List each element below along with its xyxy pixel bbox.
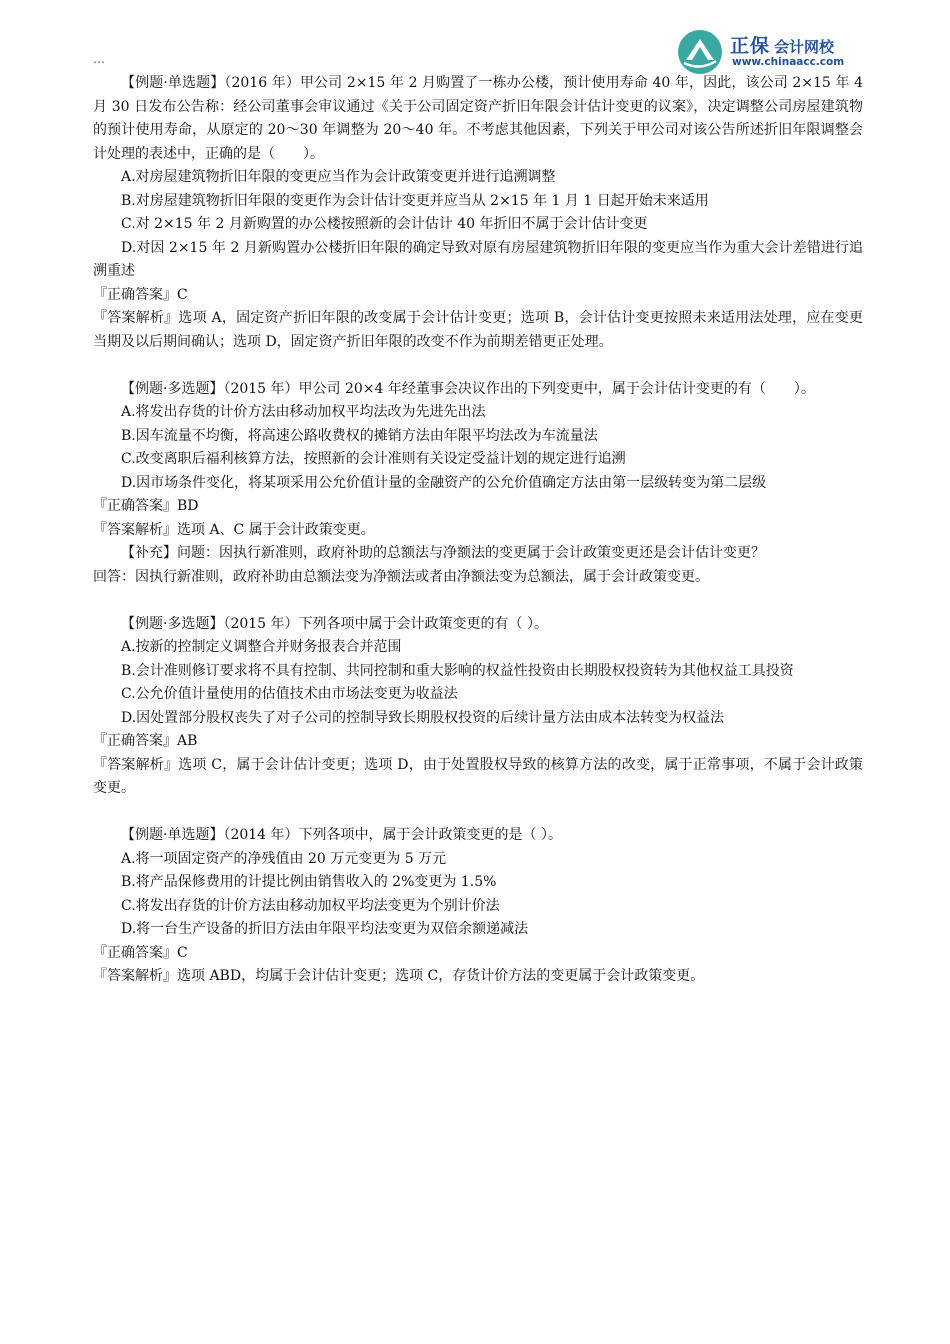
question-4 — [93, 824, 863, 989]
correct-answer: 『正确答案』C — [93, 944, 188, 961]
option-b: B.对房屋建筑物折旧年限的变更作为会计估计变更并应当从 2×15 年 1 月 1 日起开始未来适用 — [121, 192, 709, 209]
option-c: C.对 2×15 年 2 月新购置的办公楼按照新的会计估计 40 年折旧不属于会计估计变更 — [121, 216, 648, 232]
brand-logo — [676, 27, 876, 77]
option-d: D.对因 2×15 年 2 月新购置办公楼折旧年限的确定导致对原有房屋建筑物折旧年限的变更应当作为重大会计差错进行追溯重述 — [93, 239, 863, 279]
option-d: D.因市场条件变化，将某项采用公允价值计量的金融资产的公允价值确定方法由第一层级转变为第二层级 — [121, 474, 767, 491]
question-stem: 【例题·单选题】（2016 年）甲公司 2×15 年 2 月购置了一栋办公楼，预计使用寿命 40 年，因此，该公司 2×15 年 4 月 30 日发布公告称：经公司董事会审议通过《关于公司固定资产折旧年限会计估计变更的议案》，决定调整公司房屋建筑物的预计使用寿命，从原定的 20～30 年调整为 20～40 年。不考虑其他因素，下列关于甲公司对该公告所述折旧年限调整会计处理的表述中，正确的是（ ）。 — [93, 75, 863, 162]
option-c: C.将发出存货的计价方法由移动加权平均法变更为个别计价法 — [121, 897, 500, 914]
question-stem: 【例题·多选题】（2015 年）下列各项中属于会计政策变更的有（ ）。 — [121, 615, 548, 632]
option-c: C.公允价值计量使用的估值技术由市场法变更为收益法 — [121, 686, 458, 702]
question-stem: 【例题·多选题】（2015 年）甲公司 20×4 年经董事会决议作出的下列变更中，属于会计估计变更的有（ ）。 — [121, 380, 815, 397]
option-c: C.改变离职后福利核算方法，按照新的会计准则有关设定受益计划的规定进行追溯 — [121, 451, 626, 467]
top-fragment: … — [93, 52, 105, 66]
supplement-question: 【补充】问题：因执行新准则，政府补助的总额法与净额法的变更属于会计政策变更还是会计估计变更？ — [121, 545, 765, 561]
supplement-reply: 回答：因执行新准则，政府补助由总额法变为净额法或者由净额法变为总额法，属于会计政策变更。 — [93, 568, 709, 585]
option-a: A.将一项固定资产的净残值由 20 万元变更为 5 万元 — [121, 850, 447, 867]
brand-url: www.chinaacc.com — [732, 56, 845, 68]
question-2 — [93, 378, 863, 590]
option-b: B.将产品保修费用的计提比例由销售收入的 2%变更为 1.5% — [121, 874, 497, 890]
logo-icon — [676, 27, 726, 77]
correct-answer: 『正确答案』AB — [93, 733, 198, 749]
option-b: B.因车流量不均衡，将高速公路收费权的摊销方法由年限平均法改为车流量法 — [121, 427, 598, 444]
answer-analysis: 『答案解析』选项 A，固定资产折旧年限的改变属于会计估计变更；选项 B，会计估计变更按照未来适用法处理，应在变更当期及以后期间确认；选项 D，固定资产折旧年限的改变不作为前期差错更正处理。 — [93, 310, 863, 350]
option-b: B.会计准则修订要求将不具有控制、共同控制和重大影响的权益性投资由长期股权投资转为其他权益工具投资 — [121, 662, 794, 679]
question-1 — [93, 72, 863, 354]
option-d: D.因处置部分股权丧失了对子公司的控制导致长期股权投资的后续计量方法由成本法转变为权益法 — [121, 709, 725, 726]
answer-analysis: 『答案解析』选项 ABD，均属于会计估计变更；选项 C，存货计价方法的变更属于会计政策变更。 — [93, 968, 705, 984]
correct-answer: 『正确答案』C — [93, 286, 188, 303]
answer-analysis: 『答案解析』选项 C，属于会计估计变更；选项 D，由于处置股权导致的核算方法的改变，属于正常事项，不属于会计政策变更。 — [93, 756, 863, 796]
option-a: A.将发出存货的计价方法由移动加权平均法改为先进先出法 — [121, 404, 486, 420]
option-a: A.对房屋建筑物折旧年限的变更应当作为会计政策变更并进行追溯调整 — [121, 169, 556, 185]
question-stem: 【例题·单选题】（2014 年）下列各项中，属于会计政策变更的是（ ）。 — [121, 827, 562, 843]
document-body — [93, 72, 863, 989]
correct-answer: 『正确答案』BD — [93, 498, 199, 514]
option-d: D.将一台生产设备的折旧方法由年限平均法变更为双倍余额递减法 — [121, 921, 529, 937]
answer-analysis: 『答案解析』选项 A、C 属于会计政策变更。 — [93, 521, 375, 538]
question-3 — [93, 613, 863, 801]
brand-name: 正保 — [730, 35, 771, 57]
brand-subname: 会计网校 — [774, 38, 835, 56]
option-a: A.按新的控制定义调整合并财务报表合并范围 — [121, 639, 402, 655]
